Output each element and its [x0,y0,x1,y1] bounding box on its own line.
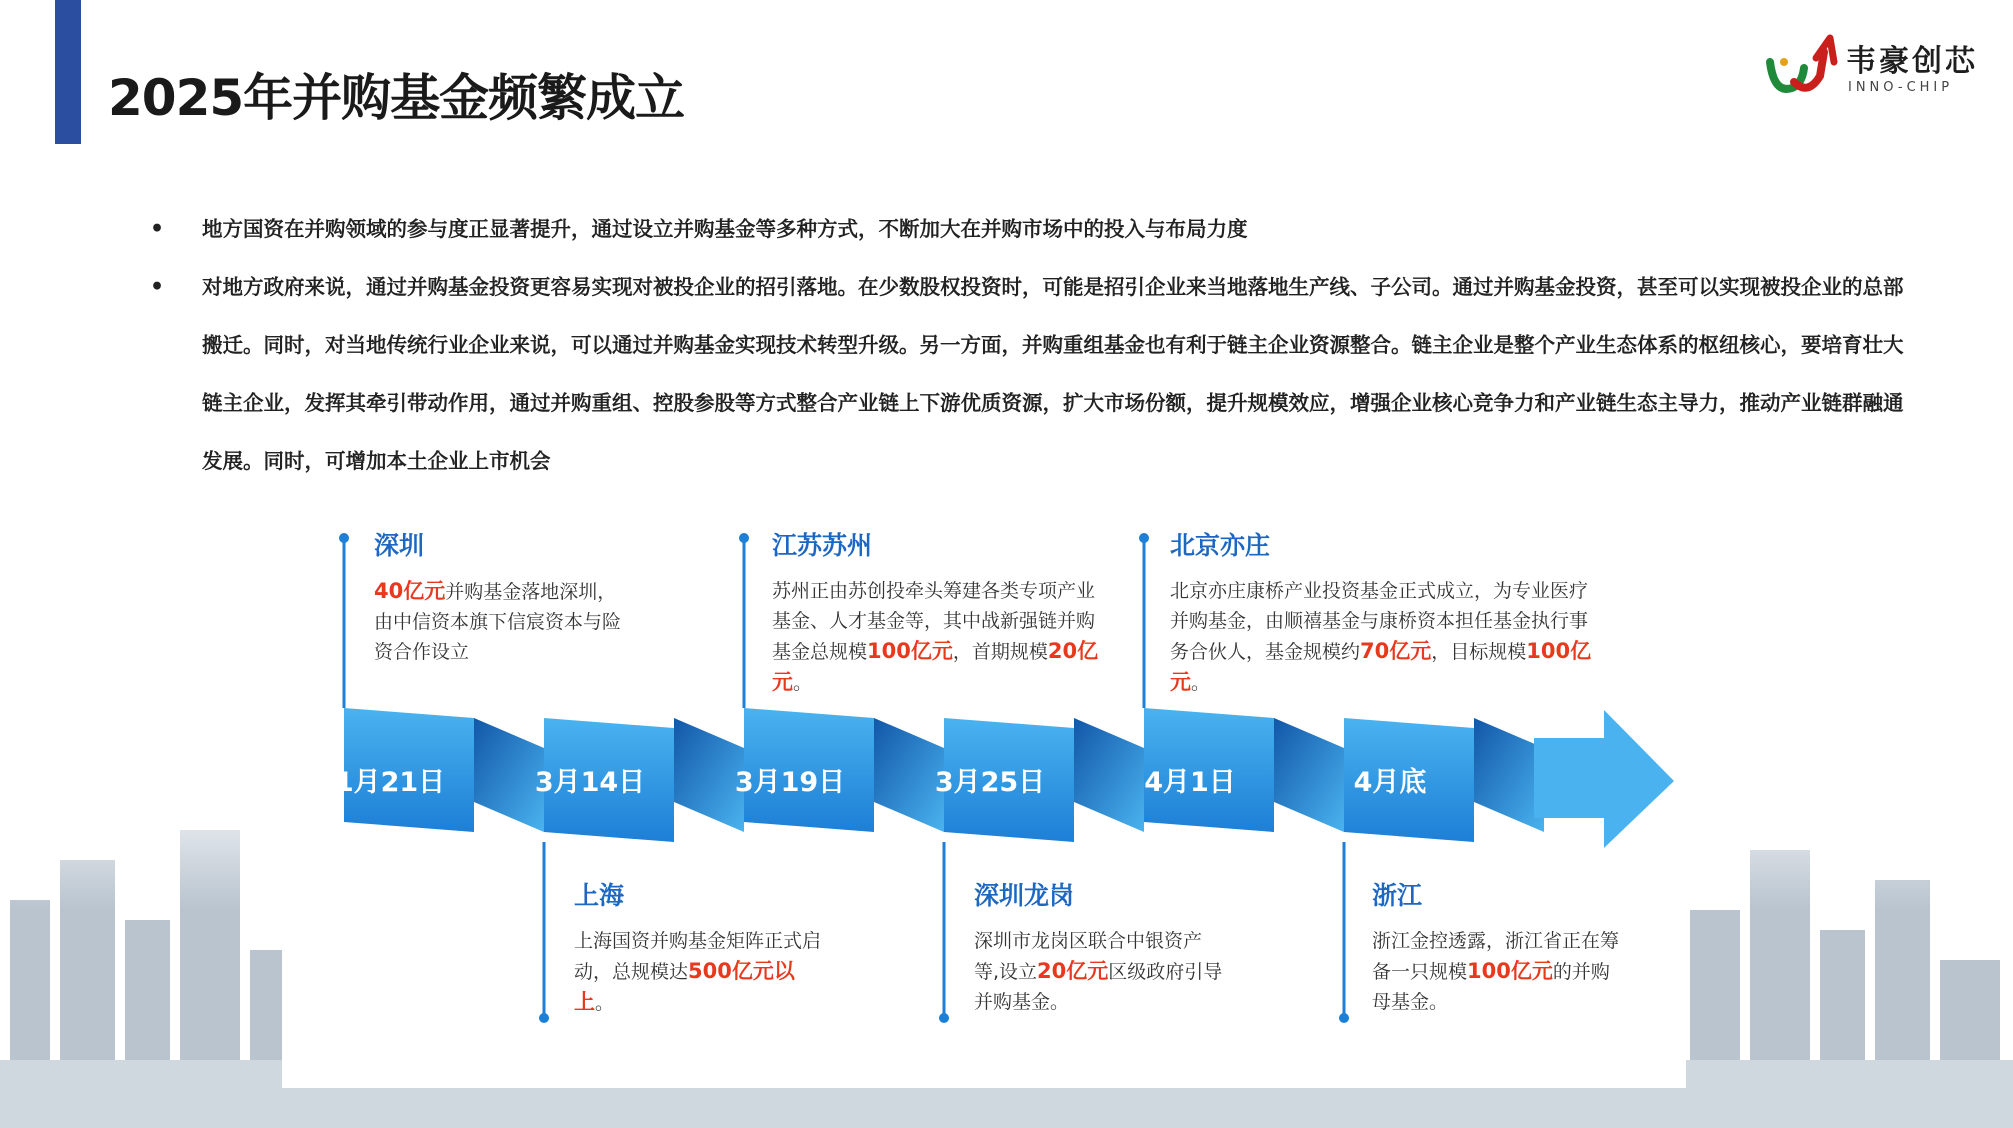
event-text [772,576,1112,698]
event-text [1170,576,1600,698]
page-title: 2025年并购基金频繁成立 [108,69,685,127]
event-highlight: 500亿元以上 [574,959,795,1014]
timeline-date: 3月25日 [934,767,1046,798]
event-highlight: 20亿元 [772,639,1099,694]
event-highlight: 40亿元 [374,579,446,603]
event-title: 北京亦庄 [1170,531,1271,560]
timeline-connector-dot [339,533,349,543]
event-title: 深圳龙岗 [974,881,1075,910]
timeline-ribbon-fold [1474,718,1544,832]
timeline-connector-dot [1139,533,1149,543]
event-title: 江苏苏州 [772,531,873,560]
timeline-arrowhead [1534,710,1674,848]
timeline-connector-dot [539,1013,549,1023]
timeline-event-zhejiang [1372,876,1622,1017]
bullet-text: 对地方政府来说，通过并购基金投资更容易实现对被投企业的招引落地。在少数股权投资时，可能是招引企业来当地落地生产线、子公司。通过并购基金投资，甚至可以实现被投企业的总部搬迁。同时，对当地传统行业企业来说，可以通过并购基金实现技术转型升级。另一方面，并购重组基金也有利于链主企业资源整合。链主企业是整个产业生态体系的枢纽核心，要培育壮大链主企业，发挥其牵引带动作用，通过并购重组、控股参股等方式整合产业链上下游优质资源，扩大市场份额，提升规模效应，增强企业核心竞争力和产业链生态主导力，推动产业链群融通发展。同时，可增加本土企业上市机会 [202,275,1904,473]
event-highlight: 100亿元 [1170,639,1592,694]
event-highlight: 20亿元 [1037,959,1109,983]
timeline-date: 1月21日 [334,767,446,798]
timeline-event-suzhou [772,526,1112,698]
timeline-event-yizhuang [1170,526,1600,698]
timeline-date: 4月底 [1353,767,1427,798]
event-highlight: 100亿元 [867,639,953,663]
event-title: 上海 [574,881,625,910]
company-logo [1764,32,1984,102]
timeline-date: 3月14日 [534,767,646,798]
bullet-item [150,258,1910,490]
bullet-dot-icon: • [150,274,165,300]
event-body: 浙江金控透露，浙江省正在筹备一只规模 [1372,930,1620,983]
timeline-event-shenzhen [374,526,634,667]
event-highlight: 100亿元 [1467,959,1553,983]
event-body: 。 [793,672,813,694]
event-body: 的并购母基金。 [1372,961,1610,1013]
event-title: 浙江 [1372,881,1423,910]
timeline-connector-dot [1339,1013,1349,1023]
event-body: ，目标规模 [1431,641,1527,663]
event-body: ，首期规模 [952,641,1048,663]
event-title: 深圳 [374,531,425,560]
logo-subtitle: INNO-CHIP [1848,80,1954,95]
logo-mark-icon [1764,32,1842,102]
timeline-panel [282,508,1686,1088]
event-text [574,926,824,1018]
event-body: 北京亦庄康桥产业投资基金正式成立，为专业医疗并购基金，由顺禧基金与康桥资本担任基金执行事务合伙人，基金规模约 [1170,580,1589,663]
title-accent-bar [55,0,81,144]
timeline-event-shanghai [574,876,824,1018]
bullet-dot-icon: • [150,216,165,242]
timeline-connector-dot [939,1013,949,1023]
logo-name: 韦豪创芯 [1846,44,1978,79]
bullet-list [150,200,1910,490]
event-body: 并购基金落地深圳，由中信资本旗下信宸资本与险资合作设立 [374,581,622,663]
event-body: 区级政府引导并购基金。 [974,961,1223,1013]
event-text [374,576,634,667]
timeline-connector-dot [739,533,749,543]
bullet-item [150,200,1910,258]
bullet-text: 地方国资在并购领域的参与度正显著提升，通过设立并购基金等多种方式，不断加大在并购市场中的投入与布局力度 [202,217,1248,241]
timeline-date: 3月19日 [734,767,846,798]
event-body: 。 [595,992,615,1014]
event-text [974,926,1224,1017]
event-text [1372,926,1622,1017]
event-body: 深圳市龙岗区联合中银资产等,设立 [974,930,1203,983]
event-body: 苏州正由苏创投牵头筹建各类专项产业基金、人才基金等，其中战新强链并购基金总规模 [772,580,1096,663]
event-highlight: 70亿元 [1360,639,1432,663]
timeline-event-longgang [974,876,1224,1017]
timeline-date: 4月1日 [1144,767,1236,798]
event-body: 。 [1191,672,1211,694]
event-body: 上海国资并购基金矩阵正式启动，总规模达 [574,930,822,983]
